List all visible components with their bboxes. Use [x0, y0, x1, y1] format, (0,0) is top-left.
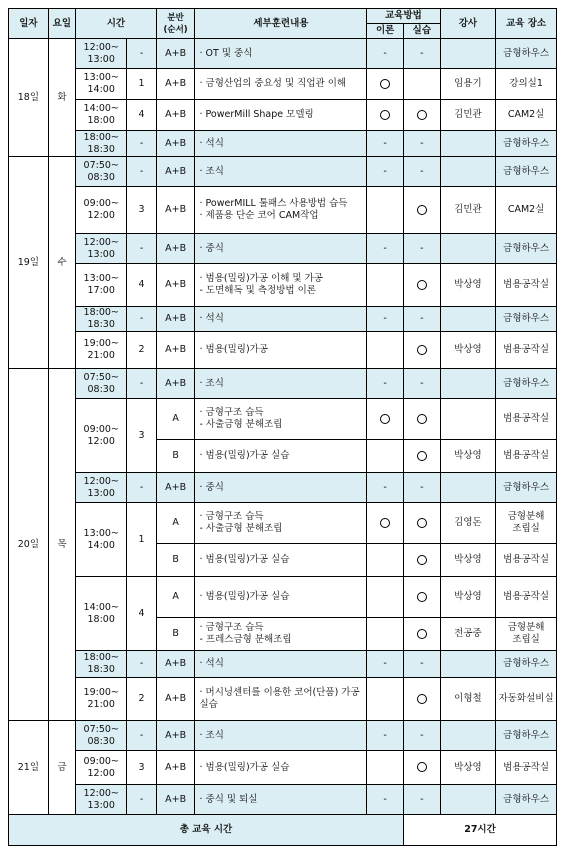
hours: 1: [127, 503, 156, 577]
theory-mark: -: [367, 369, 404, 399]
day-weekday: 금: [48, 721, 75, 815]
practice-mark: -: [403, 369, 440, 399]
group: A+B: [156, 264, 195, 307]
day-weekday: 목: [48, 369, 75, 721]
practice-mark: [403, 544, 440, 577]
group: A+B: [156, 651, 195, 678]
group: A+B: [156, 473, 195, 503]
training-schedule-table: [8, 8, 557, 846]
theory-mark: [367, 264, 404, 307]
practice-mark: [403, 100, 440, 131]
table-row: [9, 131, 557, 157]
theory-mark: [367, 503, 404, 544]
hours: 3: [127, 399, 156, 473]
theory-mark: -: [367, 785, 404, 815]
instructor: [440, 307, 496, 332]
time-range: 12:00~ 13:00: [76, 234, 127, 264]
instructor: [440, 39, 496, 69]
group: A+B: [156, 721, 195, 751]
hours: -: [127, 369, 156, 399]
practice-mark: -: [403, 157, 440, 187]
practice-mark: [403, 440, 440, 473]
header-instructor: 강사: [440, 9, 496, 39]
practice-mark: -: [403, 785, 440, 815]
theory-mark: [367, 544, 404, 577]
location: 금형하우스: [496, 651, 557, 678]
instructor: 전공중: [440, 618, 496, 651]
time-range: 19:00~ 21:00: [76, 332, 127, 369]
content: · 범용(밀링)가공 실습: [195, 440, 367, 473]
group: B: [156, 544, 195, 577]
practice-mark: [403, 577, 440, 618]
group: A: [156, 399, 195, 440]
content: · 금형산업의 중요성 및 직업관 이해: [195, 69, 367, 100]
circle-icon: [417, 414, 427, 424]
practice-mark: [403, 678, 440, 721]
group: B: [156, 440, 195, 473]
content: · 석식: [195, 651, 367, 678]
location: 범용공작실: [496, 399, 557, 440]
location: 범용공작실: [496, 332, 557, 369]
content: · 중식: [195, 473, 367, 503]
group: A+B: [156, 369, 195, 399]
location: 금형분해 조립실: [496, 503, 557, 544]
hours: 2: [127, 332, 156, 369]
group: A+B: [156, 332, 195, 369]
circle-icon: [417, 205, 427, 215]
header-time: 시간: [76, 9, 157, 39]
group: A+B: [156, 234, 195, 264]
header-date: 일자: [9, 9, 49, 39]
content: · 범용(밀링)가공 실습: [195, 544, 367, 577]
group: A: [156, 503, 195, 544]
time-range: 07:50~ 08:30: [76, 157, 127, 187]
hours: -: [127, 307, 156, 332]
circle-icon: [380, 518, 390, 528]
circle-icon: [380, 110, 390, 120]
content: · 석식: [195, 307, 367, 332]
group: B: [156, 618, 195, 651]
table-row: [9, 751, 557, 785]
time-range: 14:00~ 18:00: [76, 100, 127, 131]
header-practice: 실습: [403, 24, 440, 39]
content: · 석식: [195, 131, 367, 157]
time-range: 18:00~ 18:30: [76, 307, 127, 332]
circle-icon: [417, 762, 427, 772]
circle-icon: [417, 555, 427, 565]
content: · PowerMILL 툴패스 사용방법 습득 · 제품용 단순 코어 CAM작업: [195, 187, 367, 234]
location: 자동화설비실: [496, 678, 557, 721]
theory-mark: [367, 577, 404, 618]
time-range: 09:00~ 12:00: [76, 751, 127, 785]
content: · 조식: [195, 721, 367, 751]
total-label: 총 교육 시간: [9, 815, 404, 846]
theory-mark: -: [367, 234, 404, 264]
instructor: 박상영: [440, 332, 496, 369]
content: · 범용(밀링)가공 실습: [195, 577, 367, 618]
practice-mark: -: [403, 131, 440, 157]
day-date: 20일: [9, 369, 49, 721]
location: 범용공작실: [496, 751, 557, 785]
table-row: [9, 39, 557, 69]
theory-mark: [367, 100, 404, 131]
table-row: [9, 187, 557, 234]
hours: -: [127, 131, 156, 157]
instructor: 임용기: [440, 69, 496, 100]
header-weekday: 요일: [48, 9, 75, 39]
group: A+B: [156, 751, 195, 785]
theory-mark: [367, 399, 404, 440]
content: · 중식 및 퇴실: [195, 785, 367, 815]
time-range: 18:00~ 18:30: [76, 131, 127, 157]
hours: -: [127, 473, 156, 503]
time-range: 13:00~ 17:00: [76, 264, 127, 307]
theory-mark: [367, 332, 404, 369]
day-weekday: 화: [48, 39, 75, 157]
theory-mark: [367, 187, 404, 234]
header-location: 교육 장소: [496, 9, 557, 39]
content: · 금형구조 습득 - 사출금형 분해조립: [195, 503, 367, 544]
time-range: 07:50~ 08:30: [76, 721, 127, 751]
location: 금형하우스: [496, 307, 557, 332]
table-row: [9, 157, 557, 187]
practice-mark: -: [403, 473, 440, 503]
time-range: 13:00~ 14:00: [76, 503, 127, 577]
table-row: [9, 100, 557, 131]
instructor: 박상영: [440, 264, 496, 307]
practice-mark: -: [403, 234, 440, 264]
instructor: [440, 721, 496, 751]
instructor: [440, 369, 496, 399]
practice-mark: [403, 69, 440, 100]
practice-mark: [403, 187, 440, 234]
instructor: [440, 399, 496, 440]
header-group: 분반 (순서): [156, 9, 195, 39]
content: · 머시닝센터를 이용한 코어(단품) 가공 실습: [195, 678, 367, 721]
hours: 4: [127, 577, 156, 651]
location: CAM2실: [496, 100, 557, 131]
content: · 범용(밀링)가공: [195, 332, 367, 369]
circle-icon: [417, 451, 427, 461]
table-row: [9, 307, 557, 332]
table-row: [9, 332, 557, 369]
hours: 2: [127, 678, 156, 721]
instructor: [440, 234, 496, 264]
practice-mark: [403, 618, 440, 651]
location: 범용공작실: [496, 440, 557, 473]
content: · 조식: [195, 369, 367, 399]
content: · PowerMill Shape 모델링: [195, 100, 367, 131]
schedule-body: [9, 39, 557, 815]
day-date: 18일: [9, 39, 49, 157]
table-row: [9, 651, 557, 678]
location: 금형하우스: [496, 721, 557, 751]
time-range: 09:00~ 12:00: [76, 399, 127, 473]
instructor: [440, 131, 496, 157]
theory-mark: [367, 618, 404, 651]
hours: 4: [127, 264, 156, 307]
theory-mark: -: [367, 157, 404, 187]
content: · 금형구조 습득 - 사출금형 분해조립: [195, 399, 367, 440]
table-row: [9, 69, 557, 100]
content: · OT 및 중식: [195, 39, 367, 69]
time-range: 19:00~ 21:00: [76, 678, 127, 721]
theory-mark: -: [367, 39, 404, 69]
theory-mark: [367, 751, 404, 785]
circle-icon: [417, 280, 427, 290]
time-range: 13:00~ 14:00: [76, 69, 127, 100]
practice-mark: -: [403, 651, 440, 678]
table-row: [9, 234, 557, 264]
hours: -: [127, 651, 156, 678]
instructor: [440, 651, 496, 678]
practice-mark: [403, 751, 440, 785]
theory-mark: -: [367, 651, 404, 678]
hours: -: [127, 785, 156, 815]
location: 범용공작실: [496, 264, 557, 307]
header-content: 세부훈련내용: [195, 9, 367, 39]
group: A+B: [156, 157, 195, 187]
location: 범용공작실: [496, 577, 557, 618]
theory-mark: -: [367, 721, 404, 751]
circle-icon: [380, 414, 390, 424]
hours: 3: [127, 187, 156, 234]
practice-mark: -: [403, 307, 440, 332]
instructor: 김민관: [440, 100, 496, 131]
group: A+B: [156, 100, 195, 131]
group: A+B: [156, 678, 195, 721]
instructor: 박상영: [440, 544, 496, 577]
circle-icon: [417, 694, 427, 704]
location: 금형하우스: [496, 785, 557, 815]
location: 범용공작실: [496, 544, 557, 577]
day-date: 21일: [9, 721, 49, 815]
table-row: [9, 785, 557, 815]
location: 금형하우스: [496, 131, 557, 157]
practice-mark: [403, 399, 440, 440]
location: 금형분해 조립실: [496, 618, 557, 651]
table-row: [9, 399, 557, 440]
time-range: 12:00~ 13:00: [76, 39, 127, 69]
location: 금형하우스: [496, 39, 557, 69]
circle-icon: [417, 629, 427, 639]
instructor: [440, 785, 496, 815]
total-row: [9, 815, 557, 846]
group: A+B: [156, 131, 195, 157]
circle-icon: [380, 79, 390, 89]
content: · 중식: [195, 234, 367, 264]
theory-mark: -: [367, 307, 404, 332]
group: A: [156, 577, 195, 618]
content: · 범용(밀링)가공 실습: [195, 751, 367, 785]
theory-mark: [367, 69, 404, 100]
content: · 조식: [195, 157, 367, 187]
header-theory: 이론: [367, 24, 404, 39]
location: 금형하우스: [496, 234, 557, 264]
instructor: 박상영: [440, 440, 496, 473]
group: A+B: [156, 39, 195, 69]
day-weekday: 수: [48, 157, 75, 369]
hours: 3: [127, 751, 156, 785]
group: A+B: [156, 307, 195, 332]
circle-icon: [417, 110, 427, 120]
instructor: 이형철: [440, 678, 496, 721]
instructor: 김민관: [440, 187, 496, 234]
hours: -: [127, 234, 156, 264]
location: 금형하우스: [496, 473, 557, 503]
time-range: 14:00~ 18:00: [76, 577, 127, 651]
table-row: [9, 264, 557, 307]
instructor: 김영돈: [440, 503, 496, 544]
hours: -: [127, 39, 156, 69]
location: 강의실1: [496, 69, 557, 100]
content: · 금형구조 습득 - 프레스금형 분해조립: [195, 618, 367, 651]
hours: -: [127, 721, 156, 751]
theory-mark: [367, 678, 404, 721]
table-row: [9, 503, 557, 544]
location: 금형하우스: [496, 157, 557, 187]
theory-mark: [367, 440, 404, 473]
time-range: 07:50~ 08:30: [76, 369, 127, 399]
practice-mark: -: [403, 39, 440, 69]
hours: 1: [127, 69, 156, 100]
circle-icon: [417, 345, 427, 355]
hours: -: [127, 157, 156, 187]
group: A+B: [156, 785, 195, 815]
theory-mark: -: [367, 131, 404, 157]
location: 금형하우스: [496, 369, 557, 399]
content: · 범용(밀링)가공 이해 및 가공 - 도면해독 및 측정방법 이론: [195, 264, 367, 307]
practice-mark: -: [403, 721, 440, 751]
table-row: [9, 577, 557, 618]
day-date: 19일: [9, 157, 49, 369]
hours: 4: [127, 100, 156, 131]
header-method: 교육방법: [367, 9, 440, 24]
table-row: [9, 473, 557, 503]
table-row: [9, 721, 557, 751]
instructor: 박상영: [440, 577, 496, 618]
circle-icon: [417, 592, 427, 602]
instructor: 박상영: [440, 751, 496, 785]
theory-mark: -: [367, 473, 404, 503]
time-range: 12:00~ 13:00: [76, 785, 127, 815]
location: CAM2실: [496, 187, 557, 234]
group: A+B: [156, 69, 195, 100]
total-value: 27시간: [403, 815, 556, 846]
circle-icon: [417, 518, 427, 528]
table-row: [9, 678, 557, 721]
time-range: 12:00~ 13:00: [76, 473, 127, 503]
practice-mark: [403, 332, 440, 369]
practice-mark: [403, 264, 440, 307]
table-row: [9, 369, 557, 399]
instructor: [440, 157, 496, 187]
group: A+B: [156, 187, 195, 234]
practice-mark: [403, 503, 440, 544]
time-range: 09:00~ 12:00: [76, 187, 127, 234]
time-range: 18:00~ 18:30: [76, 651, 127, 678]
instructor: [440, 473, 496, 503]
